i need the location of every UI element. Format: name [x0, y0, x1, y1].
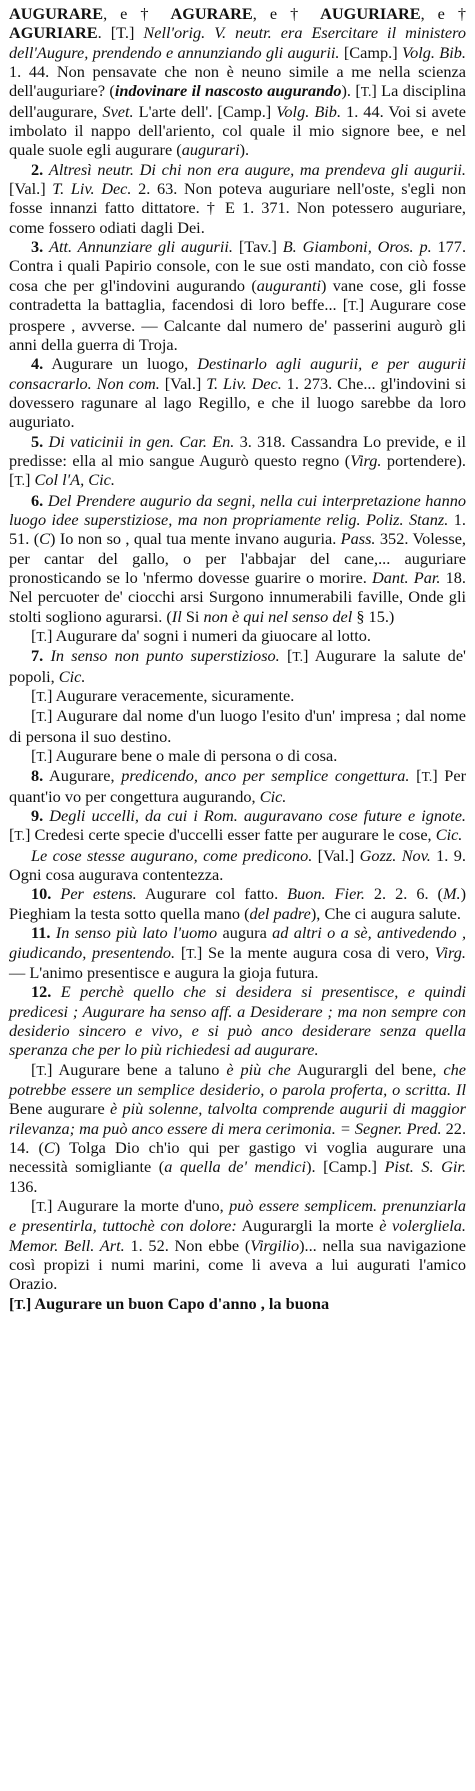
entry-paragraph: AUGURARE, e † AGURARE, e † AUGURIARE, e † AGURIARE. [T.] Nell'orig. V. neutr. era Esercitare il ministero dell'Augure, prendendo e annunziando gli augurii. [Camp.] Volg. Bib. 1. 44. Non pensavate che non è neuno simile a me nella scienza dell'auguriare? (indovinare il nascosto augurando). [T.] La disciplina dell'augurare, Svet. L'arte dell'. [Camp.] Volg. Bib. 1. 44. Voi si avete imbolato il nappo dell'ariento, col quale il mio signore bee, e nel quale suole egli augurare (augurari).	[9, 4, 467, 160]
sense-12-sub: [T.] Augurare bene a taluno è più che Augurargli del bene, che potrebbe essere un semplice desiderio, o parola proferta, o scritta. Il Bene augurare è più solenne, talvolta comprende augurii di maggior rilevanza; ma può anco essere di mera cerimonia. = Segner. Pred. 22. 14. (C) Tolga Dio ch'io qui per gastigo vi voglia augurare una necessità somigliante (a quella de' mendici). [Camp.] Pist. S. Gir. 136.	[9, 1059, 467, 1196]
sense-9-sub: Le cose stesse augurano, come predicono. [Val.] Gozz. Nov. 1. 9. Ogni cosa augurava contentezza.	[9, 845, 466, 885]
tag: [T.]	[110, 23, 135, 43]
cross-mark: †	[290, 4, 308, 23]
sense-3: 3. Att. Annunziare gli augurii. [Tav.] B. Giamboni, Oros. p. 177. Contra i quali Papirio console, con le sue osti mandato, con ciò fosse cosa che per gl'indovini augurando (auguranti) vane cose, gli fosse contradetta la battaglia, facendosi di loro beffe... [T.] Augurare cose prospere , avverse. — Calcante dal numero de' passerini augurò gli anni della guerra di Troja.	[9, 237, 467, 354]
sense-number: 12.	[31, 982, 52, 1002]
sense-number: 6.	[31, 490, 44, 510]
headword-variant: AGURARE	[170, 4, 253, 23]
sense-7: 7. In senso non punto superstizioso. [T.] Augurare la salute de' popoli, Cic.	[9, 646, 466, 686]
sense-6: 6. Del Prendere augurio da segni, nella cui interpretazione hanno luogo idee superstiziose, ma non propriamente relig. Poliz. Stanz. 1. 51. (C) Io non so , qual tua mente invano auguria. Pass. 352. Volesse, per cantar del gallo, o per l'abbajar del cane,... auguriare pronosticando se lo 'nfermo dovesse guarire o morire. Dant. Par. 18. Nel percuoter de' ciocchi arsi Surgono innumerabili faville, Onde gli stolti sogliono agurarsi. (Il Si non è qui nel senso del § 15.)	[9, 490, 466, 626]
sense-9: 9. Degli uccelli, da cui i Rom. auguravano cose future e ignote. [T.] Credesi certe specie d'uccelli esser fatte per augurare le cose, Cic.	[9, 806, 466, 845]
sense-number: 8.	[31, 766, 44, 786]
sense-number: 10.	[31, 884, 52, 904]
sense-10: 10. Per estens. Augurare col fatto. Buon. Fier. 2. 2. 6. (M.) Pieghiam la testa sotto quella mano (del padre), Che ci augura salute.	[9, 884, 467, 923]
sense-number: 2.	[31, 159, 44, 179]
sense-8: 8. Augurare, predicendo, anco per semplice congettura. [T.] Per quant'io vo per congettura augurando, Cic.	[9, 766, 466, 806]
sense-number: 4.	[31, 354, 44, 374]
sense-7-sub: [T.] Augurare bene o male di persona o di cosa.	[31, 746, 338, 766]
sense-6-sub: [T.] Augurare da' sogni i numeri da giuocare al lotto.	[31, 626, 371, 645]
sense-number: 7.	[31, 646, 44, 666]
cross-mark: †	[457, 4, 467, 23]
headword: AUGURARE	[9, 4, 104, 23]
cross-mark: †	[140, 4, 158, 23]
sense-5: 5. Di vaticinii in gen. Car. En. 3. 318. Cassandra Lo previde, e il predisse: ella al mio sangue Augurò questo regno (Virg. portendere). [T.] Col l'A, Cic.	[9, 431, 467, 490]
sense-12-sub-bold: [T.] Augurare un buon Capo d'anno , la buona	[9, 1293, 330, 1313]
sense-number: 3.	[31, 237, 44, 257]
sense-number: 9.	[31, 806, 44, 826]
sense-7-sub: [T.] Augurare dal nome d'un luogo l'esito d'un' impresa ; dal nome di persona il suo destino.	[9, 706, 466, 746]
sense-4: 4. Augurare un luogo, Destinarlo agli augurii, e per augurii consacrarlo. Non com. [Val.] T. Liv. Dec. 1. 273. Che... gl'indovini si dovessero ragunare al lago Regillo, e che il luogo sarebbe da loro auguriato.	[9, 354, 467, 432]
sense-number: 11.	[31, 923, 51, 943]
sense-12: 12. E perchè quello che si desidera si presentisce, e quindi predicesi ; Augurare ha senso aff. a Desiderare ; ma non sempre con desiderio sincero e vivo, e si può anco desiderare senza quella speranza che per lo più richiedesi ad augurare.	[9, 982, 466, 1060]
sense-number: 5.	[31, 431, 44, 451]
sense-12-sub: [T.] Augurare la morte d'uno, può essere semplicem. prenunziarla e presentirla, tuttochè con dolore: Augurargli la morte è volergliela. Memor. Bell. Art. 1. 52. Non ebbe (Virgilio)... nella sua navigazione così propizi i numi marini, come li aveva a lui augurati l'amico Orazio.	[9, 1195, 467, 1294]
headword-variant: AUGURIARE	[320, 4, 421, 23]
headword-variant: AGURIARE	[9, 23, 98, 43]
sense-11: 11. In senso più lato l'uomo augura ad altri o a sè, antivedendo , giudicando, presentendo. [T.] Se la mente augura cosa di vero, Virg. — L'animo presentisce e augura la gioja futura.	[9, 923, 467, 982]
sense-2: 2. Altresì neutr. Di chi non era augure, ma prendeva gli augurii. [Val.] T. Liv. Dec. 2. 63. Non poteva auguriare nell'oste, s'egli non fosse innanzi fatto dittatore. † E 1. 371. Non potessero auguriare, come fossero odiati dagli Dei.	[9, 159, 466, 237]
sense-7-sub: [T.] Augurare veracemente, sicuramente.	[31, 686, 295, 706]
